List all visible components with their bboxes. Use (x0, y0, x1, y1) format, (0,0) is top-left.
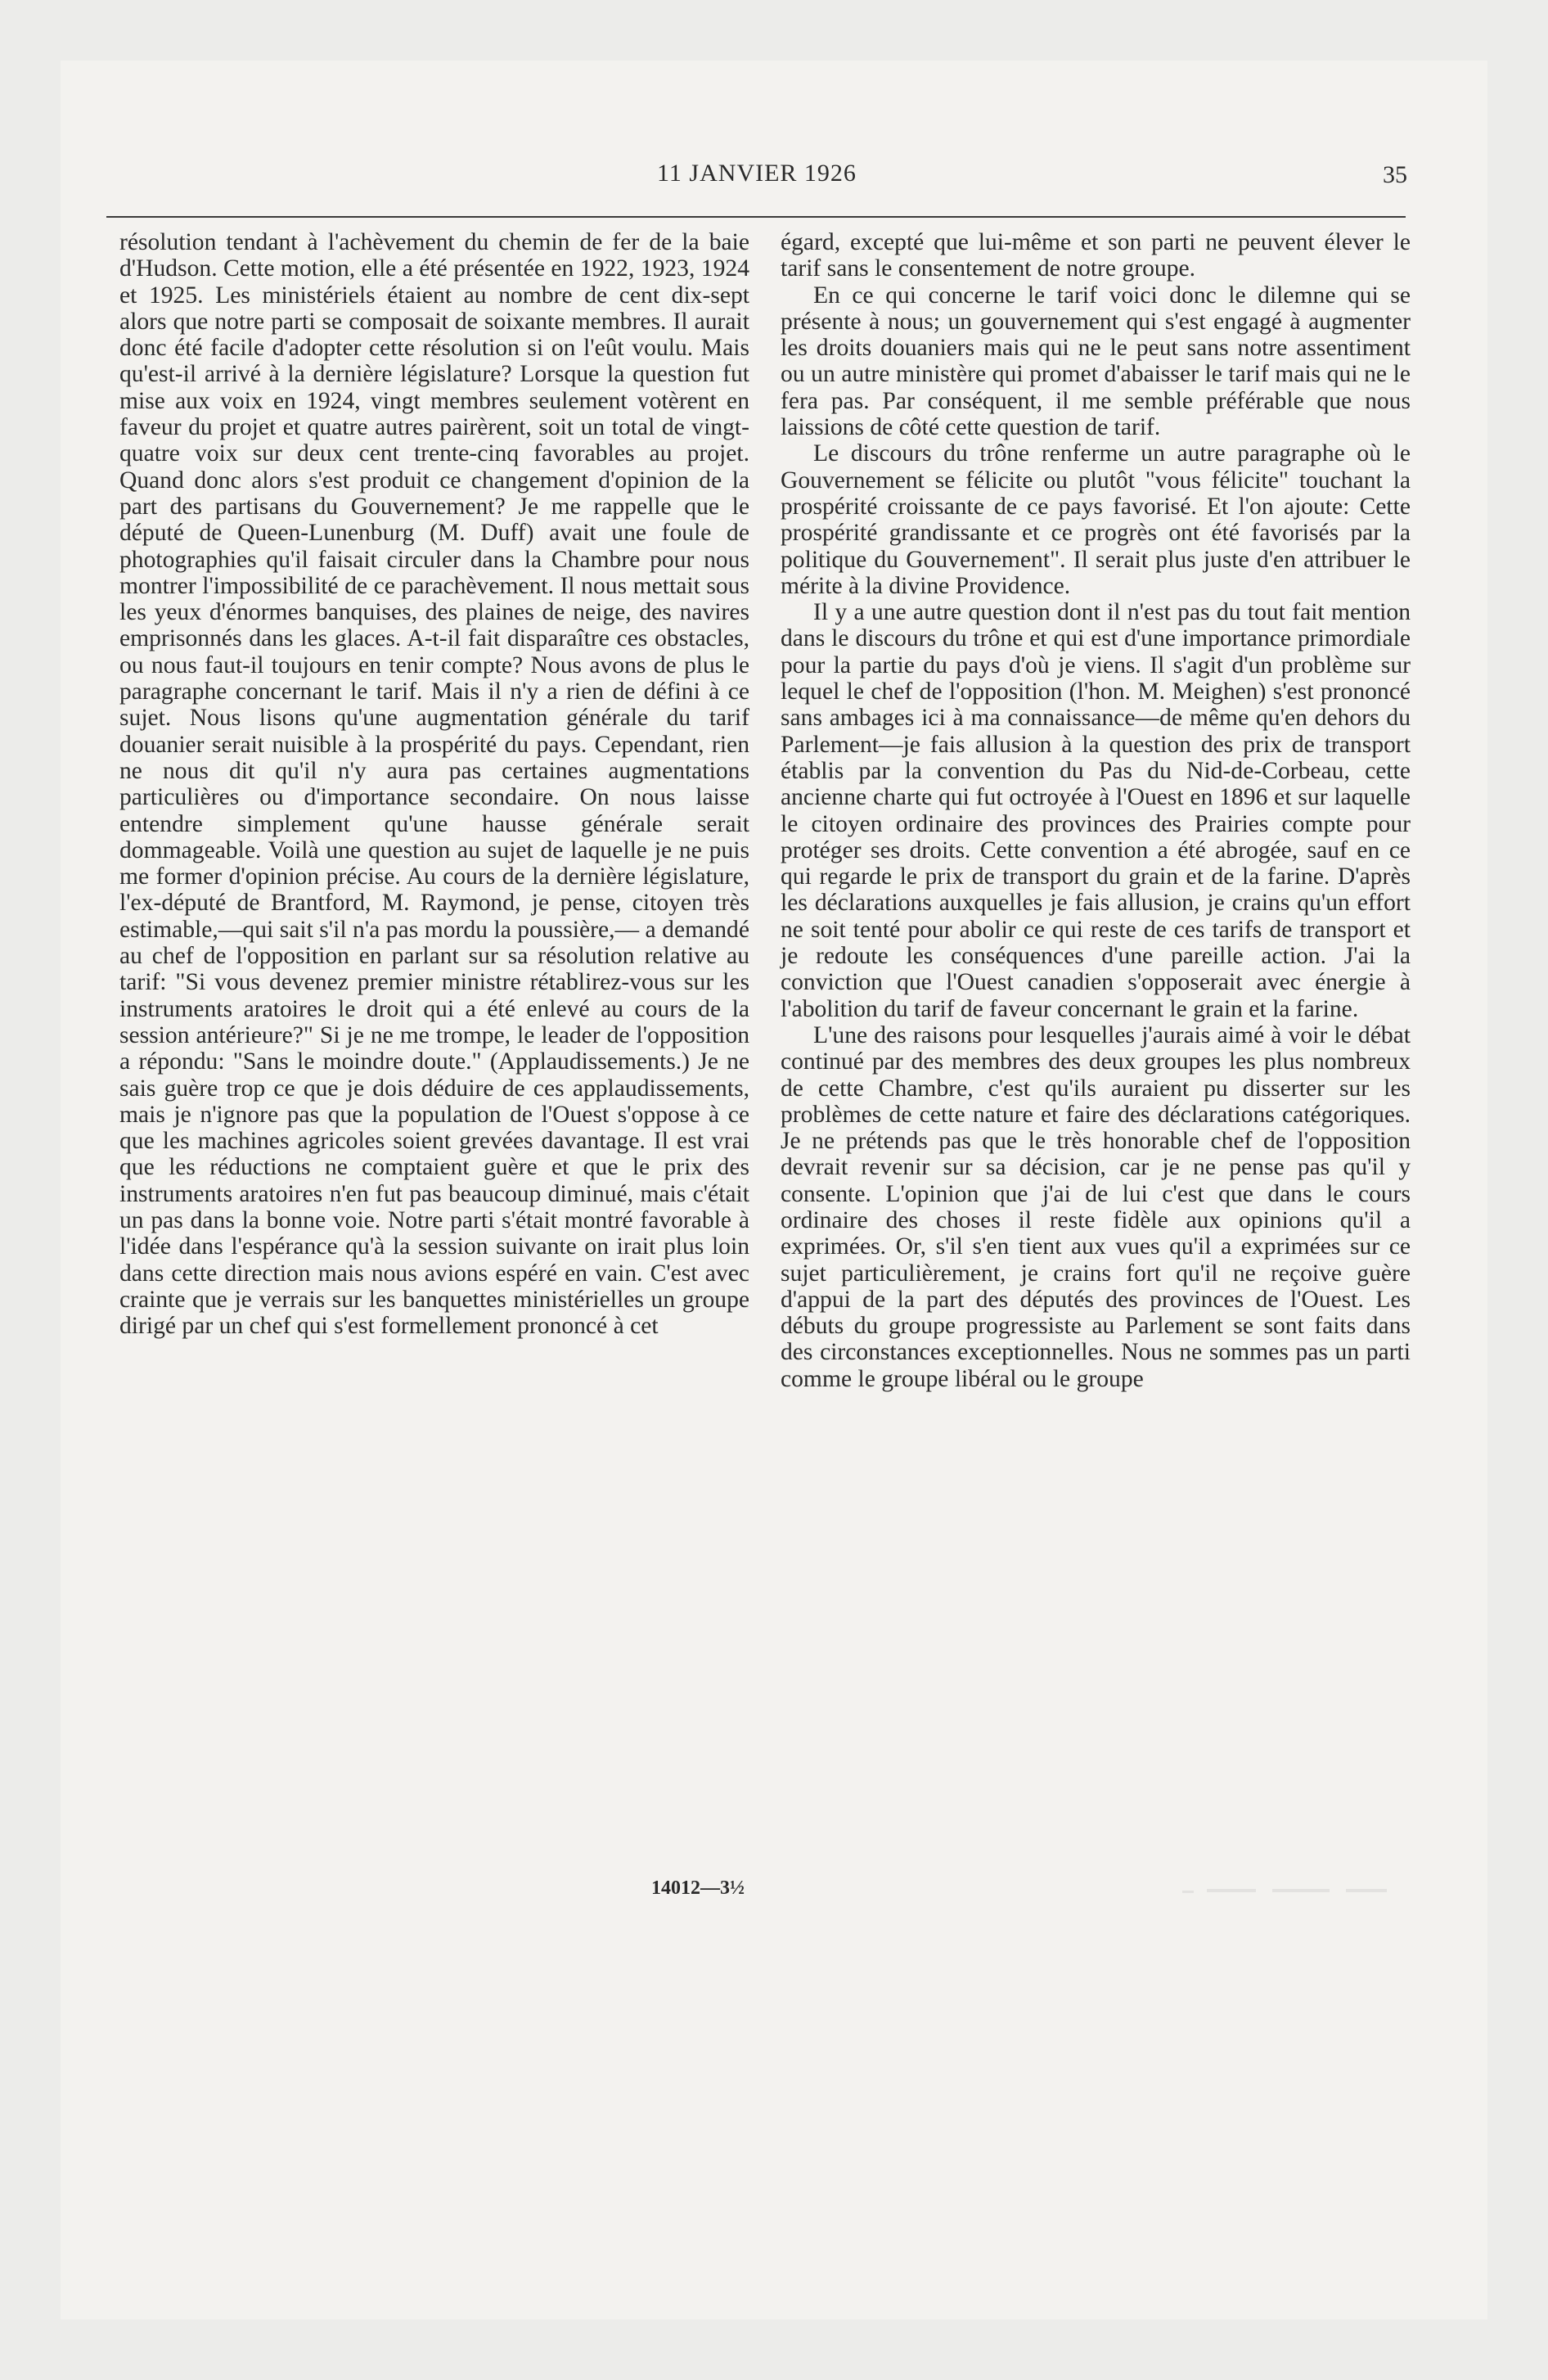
paragraph: En ce qui concerne le tarif voici donc le dilemne qui se présente à nous; un gouvernement qui s'est engagé à augmenter les droits douaniers mais qui ne le peut sans notre assentiment ou un autre ministère qui promet d'abaisser le tarif mais qui ne le fera pas. Par conséquent, il me semble préférable que nous laissions de côté cette question de tarif. (781, 282, 1411, 441)
header-rule (106, 216, 1406, 218)
left-column (119, 229, 749, 1339)
bleed-through-mark (1182, 1882, 1395, 1907)
paragraph: résolution tendant à l'achèvement du chemin de fer de la baie d'Hudson. Cette motion, elle a été présentée en 1922, 1923, 1924 et 1925. Les ministériels étaient au nombre de cent dix-sept alors que notre parti se composait de soixante membres. Il aurait donc été facile d'adopter cette résolution si on l'eût voulu. Mais qu'est-il arrivé à la dernière législature? Lorsque la question fut mise aux voix en 1924, vingt membres seulement votèrent en faveur du projet et quatre autres pairèrent, soit un total de vingt-quatre voix sur deux cent trente-cinq favorables au projet. Quand donc alors s'est produit ce changement d'opinion de la part des partisans du Gouvernement? Je me rappelle que le député de Queen-Lunenburg (M. Duff) avait une foule de photographies qu'il faisait circuler dans la Chambre pour nous montrer l'impossibilité de ce parachèvement. Il nous mettait sous les yeux d'énormes banquises, des plaines de neige, des navires emprisonnés dans les glaces. A-t-il fait disparaître ces obstacles, ou nous faut-il toujours en tenir compte? Nous avons de plus le paragraphe concernant le tarif. Mais il n'y a rien de défini à ce sujet. Nous lisons qu'une augmentation générale du tarif douanier serait nuisible à la prospérité du pays. Cependant, rien ne nous dit qu'il n'y aura pas certaines augmentations particulières ou d'importance secondaire. On nous laisse entendre simplement qu'une hausse générale serait dommageable. Voilà une question au sujet de laquelle je ne puis me former d'opinion précise. Au cours de la dernière législature, l'ex-député de Brantford, M. Raymond, je pense, citoyen très estimable,—qui sait s'il n'a pas mordu la poussière,— a demandé au chef de l'opposition en parlant sur sa résolution relative au tarif: "Si vous devenez premier ministre rétablirez-vous sur les instruments aratoires le droit qui a été enlevé au cours de la session antérieure?" Si je ne me trompe, le leader de l'opposition a répondu: "Sans le moindre doute." (Applaudissements.) Je ne sais guère trop ce que je dois déduire de ces applaudissements, mais je n'ignore pas que la population de l'Ouest s'oppose à ce que les machines agricoles soient grevées davantage. Il est vrai que les réductions ne comptaient guère et que le prix des instruments aratoires n'en fut pas beaucoup diminué, mais c'était un pas dans la bonne voie. Notre parti s'était montré favorable à l'idée dans l'espérance qu'à la session suivante on irait plus loin dans cette direction mais nous avions espéré en vain. C'est avec crainte que je verrais sur les banquettes ministérielles un groupe dirigé par un chef qui s'est formellement prononcé à cet (119, 229, 749, 1340)
running-head: 11 JANVIER 1926 (657, 160, 857, 187)
paragraph: Il y a une autre question dont il n'est pas du tout fait mention dans le discours du trône et qui est d'une importance primordiale pour la partie du pays d'où je viens. Il s'agit d'un problème sur lequel le chef de l'opposition (l'hon. M. Meighen) s'est prononcé sans ambages ici à ma connaissance—de même qu'en dehors du Parlement—je fais allusion à la question des prix de transport établis par la convention du Pas du Nid-de-Corbeau, cette ancienne charte qui fut octroyée à l'Ouest en 1896 et sur laquelle le citoyen ordinaire des provinces des Prairies compte pour protéger ses droits. Cette convention a été abrogée, sauf en ce qui regarde le prix de transport du grain et de la farine. D'après les déclarations auxquelles je fais allusion, je crains qu'un effort ne soit tenté pour abolir ce qui reste de ces tarifs de transport et je redoute les conséquences d'une pareille action. J'ai la conviction que l'Ouest canadien s'opposerait avec énergie à l'abolition du tarif de faveur concernant le grain et la farine. (781, 599, 1411, 1022)
paragraph: Le discours du trône renferme un autre paragraphe où le Gouvernement se félicite ou plutôt "vous félicite" touchant la prospérité croissante de ce pays favorisé. Et l'on ajoute: Cette prospérité grandissante et ce progrès ont été favorisés par la politique du Gouvernement". Il serait plus juste d'en attribuer le mérite à la divine Providence. (781, 440, 1411, 599)
page-number: 35 (1383, 161, 1407, 188)
printer-signature: 14012—3½ (651, 1877, 745, 1899)
page-header (106, 151, 1407, 201)
paragraph: égard, excepté que lui-même et son parti ne peuvent élever le tarif sans le consentement de notre groupe. (781, 229, 1411, 282)
right-column (781, 229, 1411, 1392)
paragraph: L'une des raisons pour lesquelles j'aurais aimé à voir le débat continué par des membres des deux groupes les plus nombreux de cette Chambre, c'est qu'ils auraient pu disserter sur les problèmes de cette nature et faire des déclarations catégoriques. Je ne prétends pas que le très honorable chef de l'opposition devrait revenir sur sa décision, car je ne pense pas qu'il y consente. L'opinion que j'ai de lui c'est que dans le cours ordinaire des choses il reste fidèle aux opinions qu'il a exprimées. Or, s'il s'en tient aux vues qu'il a exprimées sur ce sujet particulièrement, je crains fort qu'il ne reçoive guère d'appui de la part des députés des provinces de l'Ouest. Les débuts du groupe progressiste au Parlement se sont faits dans des circonstances exceptionnelles. Nous ne sommes pas un parti comme le groupe libéral ou le groupe (781, 1021, 1411, 1392)
